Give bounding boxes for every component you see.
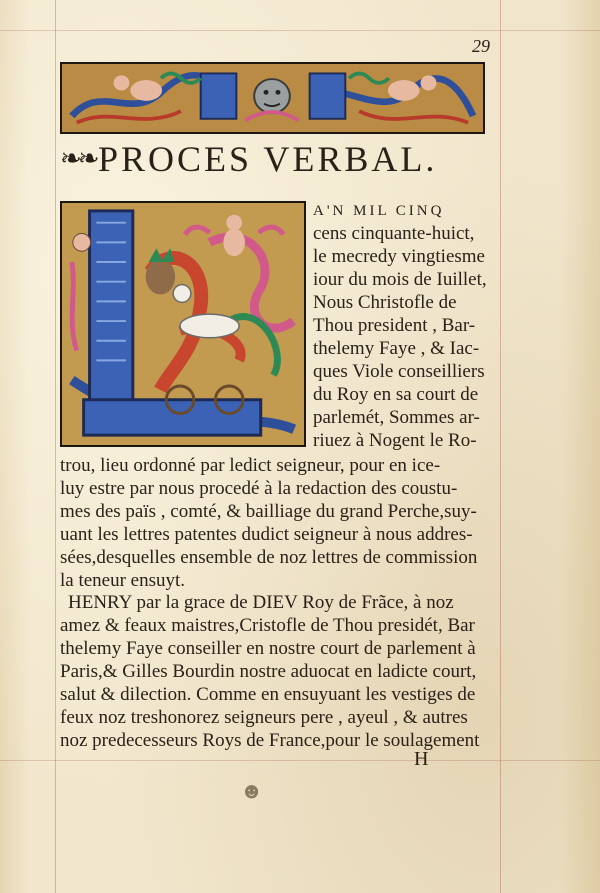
text-line: riuez à Nogent le Ro- <box>313 430 477 451</box>
text-line: mes des païs , comté, & bailliage du grand Perche,suy- <box>60 501 477 522</box>
text-line: Nous Christofle de <box>313 292 457 313</box>
text-line: sées,desquelles ensemble de noz lettres de commission <box>60 547 478 568</box>
text-line: noz predecesseurs Roys de France,pour le soulagement <box>60 730 480 751</box>
title-row <box>60 138 500 178</box>
text-line: A'N MIL CINQ <box>313 203 445 219</box>
text-line: ques Viole conseilliers <box>313 361 485 382</box>
text-line: cens cinquante-huict, <box>313 223 475 244</box>
text-line: salut & dilection. Comme en ensuyuant les vestiges de <box>60 684 476 705</box>
text-line: amez & feaux maistres,Cristofle de Thou presidét, Bar <box>60 615 475 636</box>
text-line: parlemét, Sommes ar- <box>313 407 480 428</box>
margin-rule-bottom <box>0 760 600 761</box>
text-line: du Roy en sa court de <box>313 384 479 405</box>
text-line: thelemy Faye conseiller en nostre court de parlement à <box>60 638 476 659</box>
text-line: feux noz treshonorez seigneurs pere , ayeul , & autres <box>60 707 468 728</box>
text-line: luy estre par nous procedé à la redaction des coustu- <box>60 478 458 499</box>
text-line: uant les lettres patentes dudict seigneur à nous addres- <box>60 524 473 545</box>
text-line: Paris,& Gilles Bourdin nostre aduocat en ladicte court, <box>60 661 477 682</box>
page-title: PROCES VERBAL. <box>98 139 438 179</box>
text-line: le mecredy vingtiesme <box>313 246 485 267</box>
mask-ornament-icon: ☻ <box>240 778 264 803</box>
historiated-initial <box>60 201 306 447</box>
text-line: HENRY par la grace de DIEV Roy de Frãce, à noz <box>68 592 454 613</box>
text-line: trou, lieu ordonné par ledict seigneur, pour en ice- <box>60 455 441 476</box>
margin-rule-top <box>0 30 600 31</box>
catchword: H <box>414 748 429 770</box>
text-line: la teneur ensuyt. <box>60 570 186 591</box>
text-line: iour du mois de Iuillet, <box>313 269 487 290</box>
text-line: Thou president , Bar- <box>313 315 476 336</box>
decorative-headpiece <box>60 62 485 134</box>
page-number: 29 <box>472 36 490 56</box>
fleuron-icon: ❧❧ <box>60 144 96 173</box>
text-line: thelemy Faye , & Iac- <box>313 338 480 359</box>
